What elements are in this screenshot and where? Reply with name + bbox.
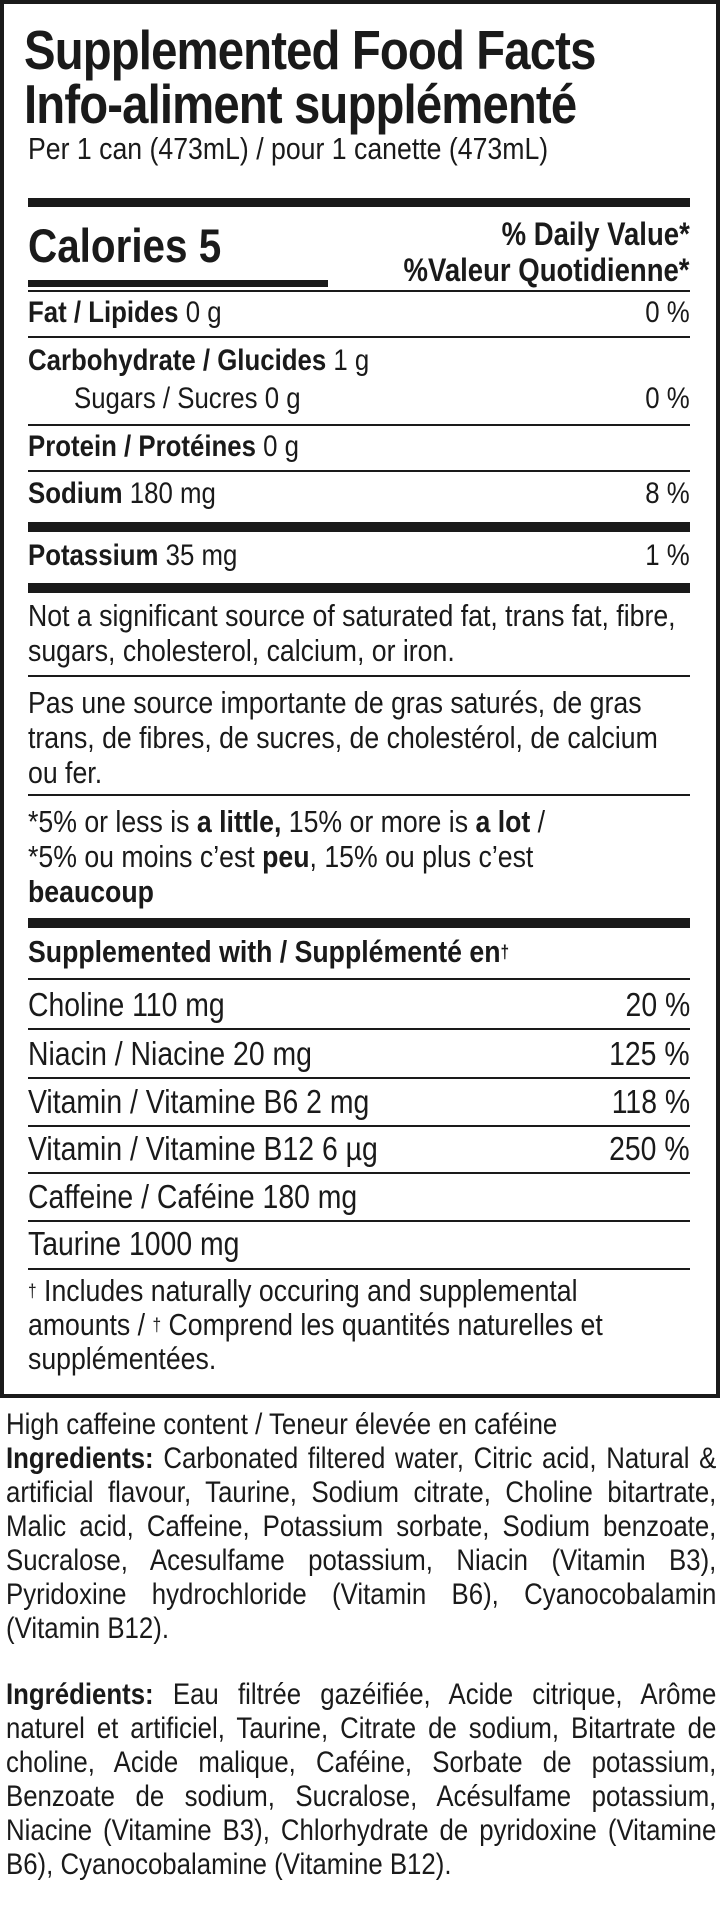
supplement-name: Vitamin / Vitamine B6 2 mg (28, 1083, 370, 1120)
supplement-row-taurine (28, 1221, 690, 1267)
rule-heavy-4 (28, 918, 690, 928)
supplement-row-b12 (28, 1126, 690, 1172)
rule-thin-1 (28, 290, 690, 292)
rule-thin-2 (28, 336, 690, 338)
title-fr: Info-aliment supplémenté (24, 73, 577, 135)
rule-heavy-3 (28, 583, 690, 593)
supplement-name: Niacin / Niacine 20 mg (28, 1035, 312, 1072)
nutrient-name: Protein / Protéines (28, 430, 256, 463)
dagger-mark: † (500, 942, 510, 962)
supplement-row-caffeine (28, 1174, 690, 1220)
rule-thin-6 (28, 794, 690, 796)
nutrient-amount: 180 mg (129, 477, 216, 510)
nutrient-row-potassium (28, 537, 690, 575)
ingredients-en-text: Carbonated filtered water, Citric acid, Natural & artificial flavour, Taurine, Sodium citrate, Choline bitartrate, Malic acid, Caffeine, Potassium sorbate, Sodium benzoate, Sucralose, Acesulfame potassium, Niacin (Vitamin B3), Pyridoxine hydrochloride (Vitamin B6), Cyanocobalamin (Vitamin B12). (6, 1442, 717, 1645)
ingredients-fr (6, 1678, 716, 1882)
supplement-dv: 118 % (611, 1083, 690, 1120)
nutrient-dv: 0 % (645, 296, 690, 329)
nutrient-row-protein (28, 428, 690, 466)
nutrient-name: Sodium (28, 477, 123, 510)
caffeine-warning: High caffeine content / Teneur élevée en caféine (6, 1408, 558, 1441)
nutrient-amount: 0 g (263, 430, 300, 463)
nutrient-amount: 35 mg (165, 539, 238, 572)
nutrient-amount: 0 g (185, 296, 222, 329)
supplement-name: Caffeine / Caféine 180 mg (28, 1178, 358, 1215)
nutrient-row-fat (28, 294, 690, 332)
calories-underline (28, 280, 328, 287)
nutrient-name: Potassium (28, 539, 159, 572)
supplement-row-b6 (28, 1079, 690, 1125)
nutrient-name: Sugars / Sucres 0 g (74, 382, 301, 415)
nutrient-amount: 1 g (333, 344, 370, 377)
ingredients-fr-label: Ingrédients: (6, 1678, 154, 1711)
nutrient-name: Carbohydrate / Glucides (28, 344, 327, 377)
ingredients-en-label: Ingredients: (6, 1442, 154, 1475)
daily-value-fr: %Valeur Quotidienne* (404, 252, 690, 288)
note-not-significant-en: Not a significant source of saturated fat, trans fat, fibre, sugars, cholesterol, calcium, or iron. (28, 598, 676, 668)
calories-label: Calories 5 (28, 219, 222, 272)
supplement-name: Vitamin / Vitamine B12 6 µg (28, 1130, 378, 1167)
rule-thin-8 (28, 1028, 690, 1030)
supplement-dv: 125 % (609, 1035, 690, 1072)
note-not-significant-fr: Pas une source importante de gras saturés, de gras trans, de fibres, de sucres, de cholestérol, de calcium ou fer. (28, 685, 658, 790)
rule-thin-7 (28, 978, 690, 980)
nutrient-dv: 0 % (645, 382, 690, 415)
nutrient-row-sodium (28, 475, 690, 513)
supplement-name: Choline 110 mg (28, 986, 225, 1023)
rule-heavy-2 (28, 522, 690, 532)
rule-heavy-1 (28, 198, 690, 207)
nutrient-dv: 8 % (645, 477, 690, 510)
title-en: Supplemented Food Facts (24, 19, 596, 81)
footnote-daily-value: *5% or less is a little, 15% or more is a lot / *5% ou moins c’est peu, 15% ou plus c’est beaucoup (28, 804, 546, 909)
nutrient-row-sugars (28, 380, 690, 418)
ingredients-fr-text: Eau filtrée gazéifiée, Acide citrique, Arôme naturel et artificiel, Taurine, Citrate de sodium, Bitartrate de choline, Acide malique, Caféine, Sorbate de potassium, Benzoate de sodium, Sucralose, Acésulfame potassium, Niacine (Vitamine B3), Chlorhydrate de pyridoxine (Vitamine B6), Cyanocobalamine (Vitamine B12). (6, 1678, 717, 1881)
serving-size: Per 1 can (473mL) / pour 1 canette (473mL) (28, 131, 549, 166)
rule-thin-13 (28, 1268, 690, 1270)
rule-thin-4 (28, 470, 690, 472)
nutrient-name: Fat / Lipides (28, 296, 179, 329)
supplement-footnote: † Includes naturally occuring and supplemental amounts / † Comprend les quantités naturelles et supplémentées. (28, 1273, 603, 1376)
rule-thin-5 (28, 675, 690, 677)
supplement-name: Taurine 1000 mg (28, 1225, 240, 1262)
supplement-row-choline (28, 982, 690, 1028)
supplement-dv: 20 % (625, 986, 690, 1023)
supplement-row-niacin (28, 1031, 690, 1077)
supplement-dv: 250 % (609, 1130, 690, 1167)
nutrient-row-carbohydrate (28, 342, 690, 380)
daily-value-en: % Daily Value* (501, 216, 690, 252)
ingredients-en (6, 1442, 716, 1646)
rule-thin-3 (28, 424, 690, 426)
nutrient-dv: 1 % (645, 539, 690, 572)
supplemented-heading: Supplemented with / Supplémenté en† (28, 934, 510, 969)
